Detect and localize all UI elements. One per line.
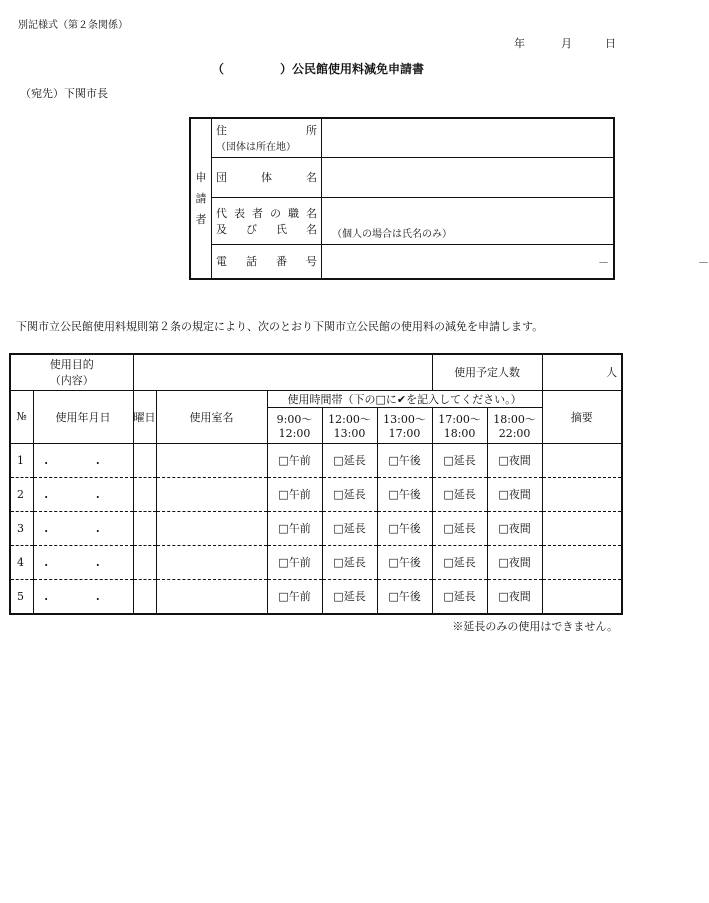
- col-remarks: 摘要: [542, 390, 622, 443]
- weekday-field[interactable]: [133, 545, 156, 579]
- remarks-field[interactable]: [542, 443, 622, 477]
- row-number: 1: [10, 443, 33, 477]
- remarks-field[interactable]: [542, 477, 622, 511]
- people-label: 使用予定人数: [432, 354, 542, 390]
- col-time-header: 使用時間帯（下の□に✔を記入してください。）: [267, 390, 542, 407]
- slot-checkbox[interactable]: □午前: [267, 443, 322, 477]
- applicant-table: [189, 117, 709, 280]
- col-room: 使用室名: [156, 390, 267, 443]
- people-field[interactable]: [542, 354, 622, 390]
- col-weekday: 曜日: [133, 390, 156, 443]
- date-field[interactable]: . .: [33, 511, 133, 545]
- date-month-label: 月: [561, 37, 572, 50]
- row-number: 3: [10, 511, 33, 545]
- usage-row: [10, 579, 622, 614]
- form-reference: 別記様式（第２条関係）: [18, 20, 128, 31]
- remarks-field[interactable]: [542, 579, 622, 614]
- date-field[interactable]: . .: [33, 443, 133, 477]
- room-field[interactable]: [156, 579, 267, 614]
- slot-checkbox[interactable]: □延長: [322, 443, 377, 477]
- date-day-label: 日: [605, 37, 616, 50]
- slot-checkbox[interactable]: □延長: [322, 511, 377, 545]
- addressee: （宛先）下関市長: [20, 87, 108, 100]
- slot-checkbox[interactable]: □夜間: [487, 511, 542, 545]
- slot-checkbox[interactable]: □夜間: [487, 545, 542, 579]
- slot-checkbox[interactable]: □延長: [432, 443, 487, 477]
- title-prefix: （: [212, 62, 225, 76]
- applicant-side-label: 申 請 者: [190, 118, 212, 279]
- remarks-field[interactable]: [542, 545, 622, 579]
- phone-dash-2: －: [698, 256, 709, 269]
- phone-label: 電 話 番 号: [212, 244, 322, 279]
- usage-row: [10, 477, 622, 511]
- usage-table: [9, 353, 623, 615]
- weekday-field[interactable]: [133, 511, 156, 545]
- row-number: 5: [10, 579, 33, 614]
- col-date: 使用年月日: [33, 390, 133, 443]
- weekday-field[interactable]: [133, 579, 156, 614]
- slot-checkbox[interactable]: □午前: [267, 477, 322, 511]
- footnote: ※延長のみの使用はできません。: [452, 620, 618, 633]
- date-field[interactable]: . .: [33, 477, 133, 511]
- weekday-field[interactable]: [133, 477, 156, 511]
- slot-time-2: 12:00～ 13:00: [322, 407, 377, 443]
- slot-checkbox[interactable]: □午前: [267, 545, 322, 579]
- slot-checkbox[interactable]: □夜間: [487, 579, 542, 614]
- room-field[interactable]: [156, 545, 267, 579]
- slot-checkbox[interactable]: □延長: [322, 579, 377, 614]
- date-field[interactable]: . .: [33, 545, 133, 579]
- slot-checkbox[interactable]: □夜間: [487, 477, 542, 511]
- slot-checkbox[interactable]: □午後: [377, 545, 432, 579]
- usage-row: [10, 511, 622, 545]
- slot-checkbox[interactable]: □午後: [377, 511, 432, 545]
- purpose-field[interactable]: [133, 354, 432, 390]
- col-no: №: [10, 390, 33, 443]
- address-label: 住 所 （団体は所在地）: [212, 118, 322, 157]
- slot-checkbox[interactable]: □延長: [432, 477, 487, 511]
- slot-time-5: 18:00～ 22:00: [487, 407, 542, 443]
- slot-checkbox[interactable]: □延長: [432, 579, 487, 614]
- phone-field[interactable]: [322, 244, 709, 279]
- slot-checkbox[interactable]: □夜間: [487, 443, 542, 477]
- group-name-label: 団 体 名: [212, 157, 322, 197]
- page-title: [212, 60, 424, 77]
- slot-checkbox[interactable]: □午後: [377, 579, 432, 614]
- statement-text: 下関市立公民館使用料規則第２条の規定により、次のとおり下関市立公民館の使用料の減免を申請します。: [16, 320, 544, 333]
- weekday-field[interactable]: [133, 443, 156, 477]
- room-field[interactable]: [156, 511, 267, 545]
- representative-label: 代 表 者 の 職 名 及 び 氏 名: [212, 197, 322, 244]
- phone-dash-1: －: [598, 256, 609, 269]
- purpose-label: 使用目的 （内容）: [10, 354, 133, 390]
- slot-time-3: 13:00～ 17:00: [377, 407, 432, 443]
- room-field[interactable]: [156, 477, 267, 511]
- slot-time-1: 9:00～ 12:00: [267, 407, 322, 443]
- row-number: 4: [10, 545, 33, 579]
- address-field[interactable]: [322, 118, 615, 157]
- slot-checkbox[interactable]: □延長: [432, 545, 487, 579]
- people-unit: 人: [606, 366, 618, 380]
- slot-checkbox[interactable]: □午後: [377, 443, 432, 477]
- title-suffix: ）公民館使用料減免申請書: [280, 62, 425, 76]
- date-field[interactable]: . .: [33, 579, 133, 614]
- slot-checkbox[interactable]: □午前: [267, 579, 322, 614]
- room-field[interactable]: [156, 443, 267, 477]
- slot-checkbox[interactable]: □午前: [267, 511, 322, 545]
- date-year-label: 年: [514, 37, 525, 50]
- usage-row: [10, 443, 622, 477]
- representative-note: （個人の場合は氏名のみ）: [332, 228, 452, 240]
- slot-time-4: 17:00～ 18:00: [432, 407, 487, 443]
- usage-row: [10, 545, 622, 579]
- remarks-field[interactable]: [542, 511, 622, 545]
- slot-checkbox[interactable]: □午後: [377, 477, 432, 511]
- slot-checkbox[interactable]: □延長: [322, 545, 377, 579]
- group-name-field[interactable]: [322, 157, 615, 197]
- row-number: 2: [10, 477, 33, 511]
- representative-field[interactable]: [322, 197, 615, 244]
- slot-checkbox[interactable]: □延長: [322, 477, 377, 511]
- slot-checkbox[interactable]: □延長: [432, 511, 487, 545]
